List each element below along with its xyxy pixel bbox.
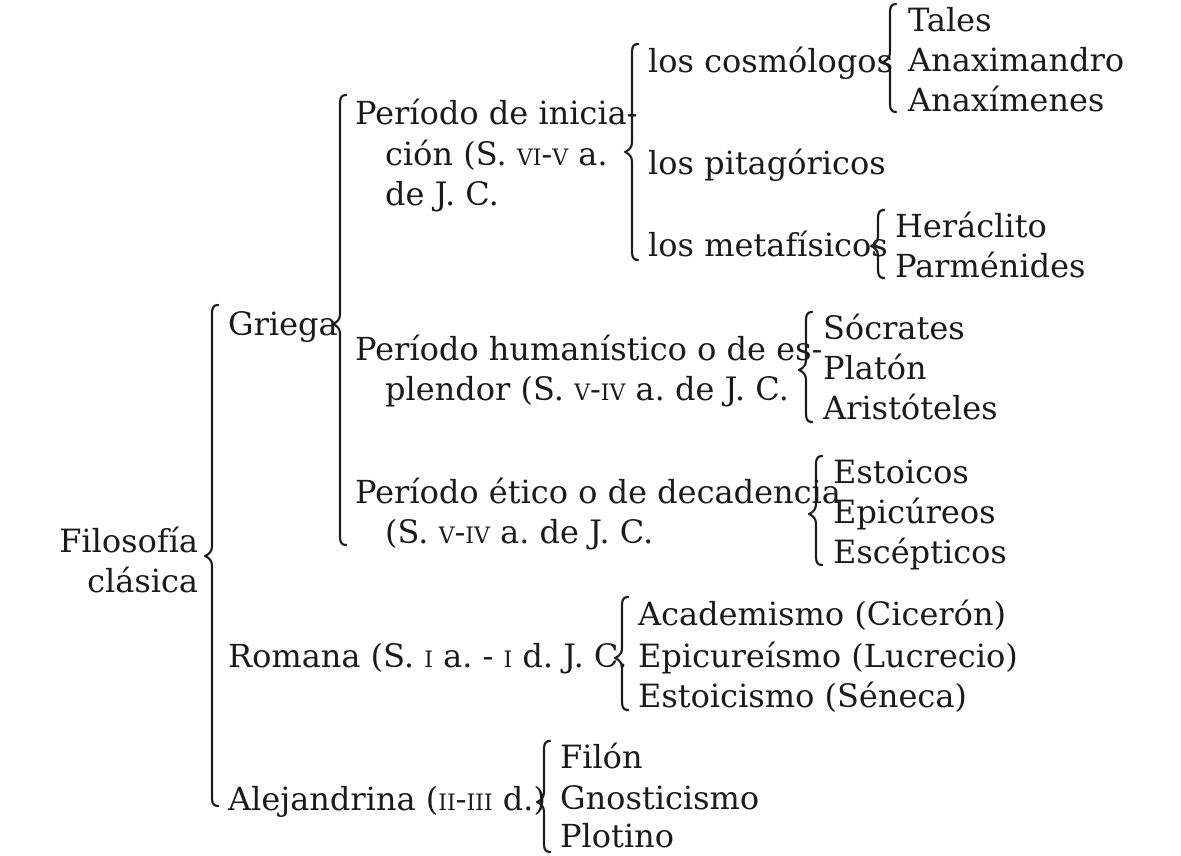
romana-item: Estoicismo (Séneca) (638, 677, 967, 715)
humanistico-item: Sócrates (823, 309, 965, 347)
romana-item: Academismo (Cicerón) (638, 595, 1007, 633)
brace-iniciacion (625, 44, 638, 260)
etico-line1: Período ético o de decadencia (355, 473, 841, 511)
pitagoricos-label: los pitagóricos (648, 144, 886, 182)
root-label-line1: Filosofía (59, 522, 198, 560)
cosmologos-label: los cosmólogos (648, 42, 893, 80)
cosmologos-item: Anaxímenes (908, 81, 1105, 119)
root-label-line2: clásica (87, 562, 198, 600)
etico-item: Escépticos (833, 533, 1007, 571)
romana-label: Romana (S. i a. - i d. J. C. (228, 637, 628, 675)
iniciacion-line3: de J. C. (385, 175, 499, 213)
brace-root (205, 305, 218, 806)
griega-label: Griega (228, 305, 338, 343)
alejandrina-item: Plotino (560, 817, 674, 855)
iniciacion-line1: Período de inicia- (355, 94, 638, 132)
etico-line2: (S. v-iv a. de J. C. (385, 513, 654, 551)
iniciacion-line2: ción (S. vi-v a. (385, 135, 608, 173)
etico-item: Estoicos (833, 453, 969, 491)
cosmologos-item: Tales (908, 1, 992, 39)
alejandrina-item: Filón (560, 738, 643, 776)
metafisicos-label: los metafísicos (648, 226, 888, 264)
romana-item: Epicureísmo (Lucrecio) (638, 637, 1018, 675)
metafisicos-item: Heráclito (895, 207, 1047, 245)
humanistico-item: Aristóteles (823, 389, 998, 427)
alejandrina-item: Gnosticismo (560, 779, 760, 817)
humanistico-item: Platón (823, 349, 927, 387)
metafisicos-item: Parménides (895, 247, 1086, 285)
cosmologos-item: Anaximandro (908, 41, 1125, 79)
alejandrina-label: Alejandrina (ii-iii d.) (228, 780, 546, 818)
humanistico-line2: plendor (S. v-iv a. de J. C. (385, 370, 789, 408)
etico-item: Epicúreos (833, 493, 996, 531)
humanistico-line1: Período humanístico o de es- (355, 330, 823, 368)
